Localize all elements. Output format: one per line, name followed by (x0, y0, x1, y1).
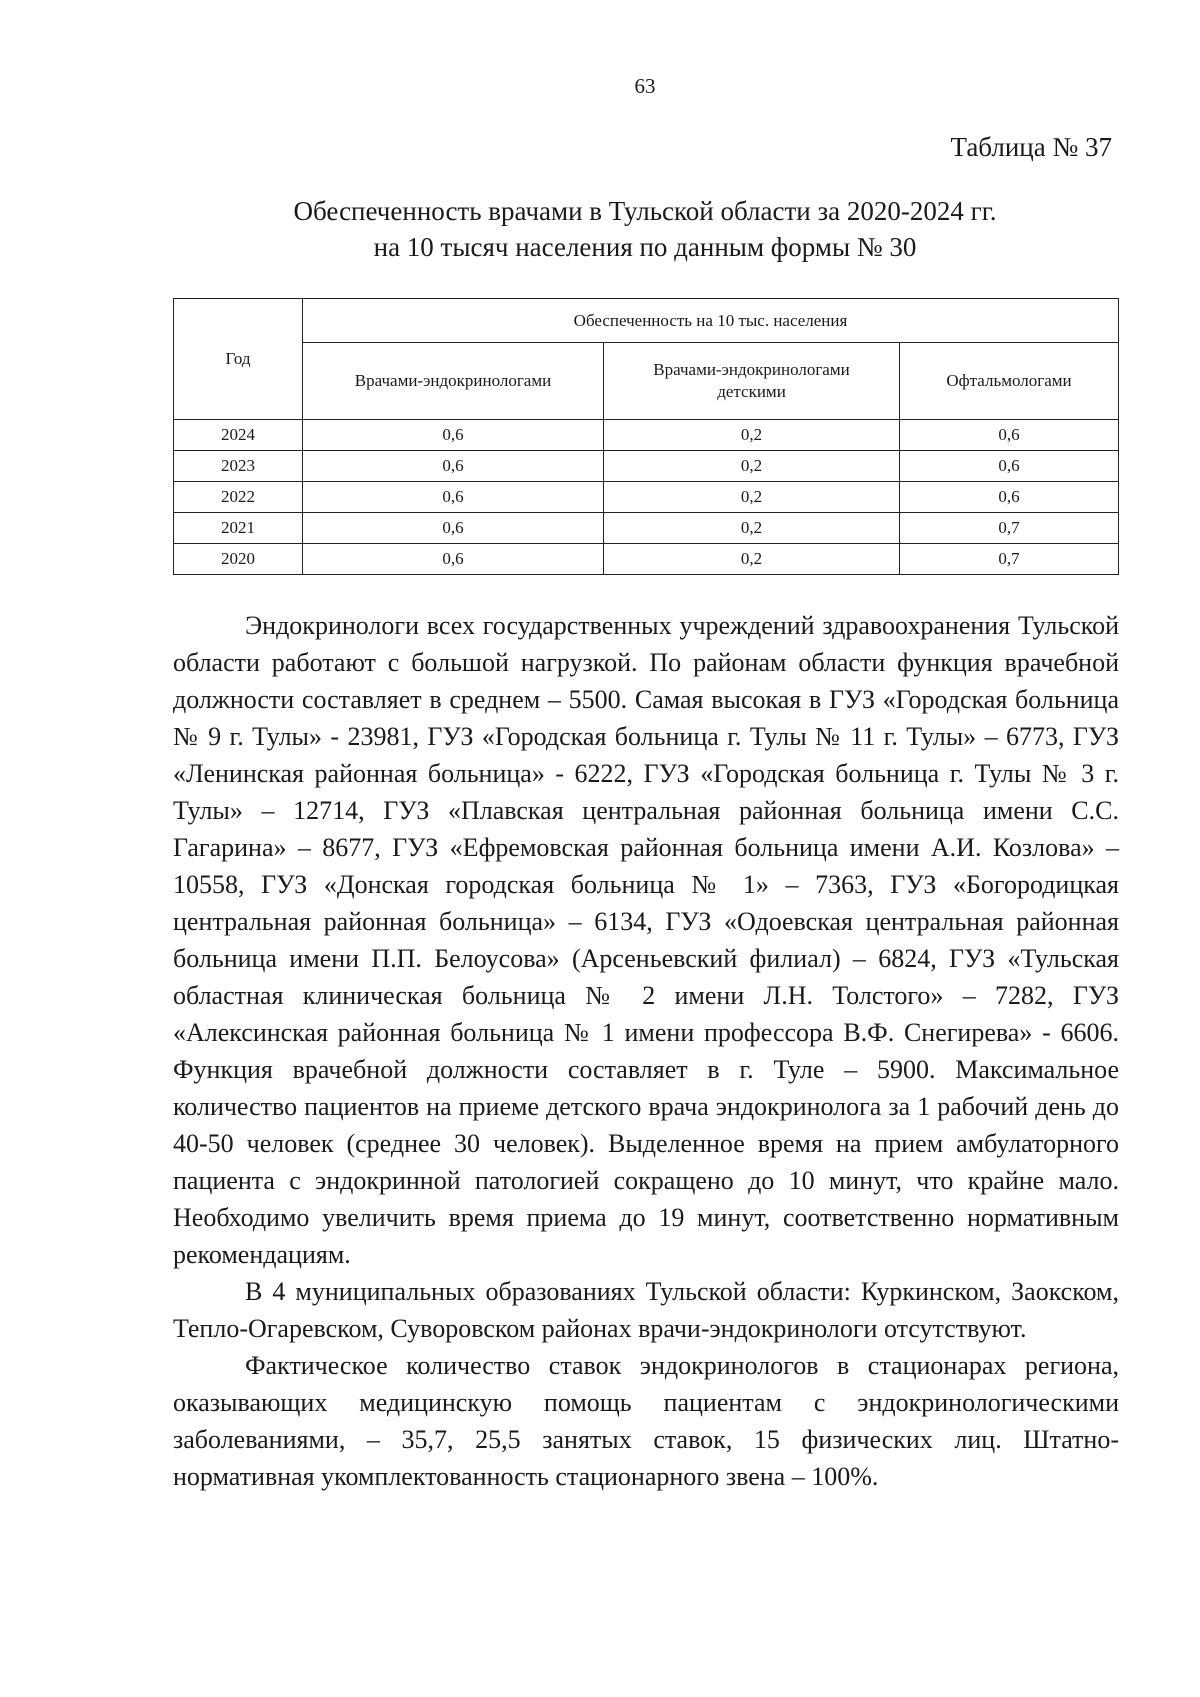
year-cell: 2021 (174, 513, 303, 544)
table-row (174, 544, 1119, 575)
table-title-line-2: на 10 тысяч населения по данным формы № 30 (373, 232, 917, 262)
table-row (174, 513, 1119, 544)
body-text (173, 607, 1119, 1495)
table-row (174, 482, 1119, 513)
year-column-header: Год (174, 299, 303, 420)
paragraph-hospital-staffing: Фактическое количество ставок эндокринологов в стационарах региона, оказывающих медицинскую помощь пациентам с эндокринологическими заболеваниями, – 35,7, 25,5 занятых ставок, 15 физических лиц. Штатно-нормативная укомплектованность стационарного звена – 100%. (173, 1351, 1119, 1491)
paragraph-missing-endocrinologists: В 4 муниципальных образованиях Тульской области: Куркинском, Заокском, Тепло-Огаревском, Суворовском районах врачи-эндокринологи отсутствуют. (173, 1277, 1119, 1343)
year-cell: 2020 (174, 544, 303, 575)
year-cell: 2022 (174, 482, 303, 513)
year-cell: 2023 (174, 451, 303, 482)
value-cell: 0,6 (303, 451, 604, 482)
value-cell: 0,6 (900, 420, 1119, 451)
value-cell: 0,6 (303, 482, 604, 513)
value-cell: 0,2 (604, 482, 900, 513)
page-number: 63 (634, 74, 656, 98)
table-label: Таблица № 37 (950, 132, 1112, 162)
pediatric-endocrinologists-column-header: Врачами-эндокринологами детскими (604, 343, 900, 420)
value-cell: 0,2 (604, 451, 900, 482)
value-cell: 0,2 (604, 544, 900, 575)
paragraph-workload: Эндокринологи всех государственных учреждений здравоохранения Тульской области работают с большой нагрузкой. По районам области функция врачебной должности составляет в среднем – 5500. Самая высокая в ГУЗ «Городская больница № 9 г. Тулы» - 23981, ГУЗ «Городская больница г. Тулы № 11 г. Тулы» – 6773, ГУЗ «Ленинская районная больница» - 6222, ГУЗ «Городская больница г. Тулы № 3 г. Тулы» – 12714, ГУЗ «Плавская центральная районная больница имени С.С. Гагарина» – 8677, ГУЗ «Ефремовская районная больница имени А.И. Козлова» – 10558, ГУЗ «Донская городская больница № 1» – 7363, ГУЗ «Богородицкая центральная районная больница» – 6134, ГУЗ «Одоевская центральная районная больница имени П.П. Белоусова» (Арсеньевский филиал) – 6824, ГУЗ «Тульская областная клиническая больница № 2 имени Л.Н. Толстого» – 7282, ГУЗ «Алексинская районная больница № 1 имени профессора В.Ф. Снегирева» - 6606. Функция врачебной должности составляет в г. Туле – 5900. Максимальное количество пациентов на приеме детского врача эндокринолога за 1 рабочий день до 40-50 человек (среднее 30 человек). Выделенное время на прием амбулаторного пациента с эндокринной патологией сокращено до 10 минут, что крайне мало. Необходимо увеличить время приема до 19 минут, соответственно нормативным рекомендациям. (173, 611, 1119, 1269)
table-row (174, 420, 1119, 451)
value-cell: 0,7 (900, 513, 1119, 544)
value-cell: 0,6 (900, 451, 1119, 482)
ophthalmologists-column-header: Офтальмологами (900, 343, 1119, 420)
doctor-availability-table (173, 298, 1119, 575)
value-cell: 0,6 (303, 513, 604, 544)
group-column-header: Обеспеченность на 10 тыс. населения (303, 299, 1119, 343)
value-cell: 0,2 (604, 420, 900, 451)
value-cell: 0,6 (303, 544, 604, 575)
table-row (174, 451, 1119, 482)
value-cell: 0,2 (604, 513, 900, 544)
table-title (172, 193, 1118, 265)
endocrinologists-column-header: Врачами-эндокринологами (303, 343, 604, 420)
value-cell: 0,6 (900, 482, 1119, 513)
value-cell: 0,6 (303, 420, 604, 451)
year-cell: 2024 (174, 420, 303, 451)
table-title-line-1: Обеспеченность врачами в Тульской области за 2020-2024 гг. (293, 196, 997, 226)
value-cell: 0,7 (900, 544, 1119, 575)
